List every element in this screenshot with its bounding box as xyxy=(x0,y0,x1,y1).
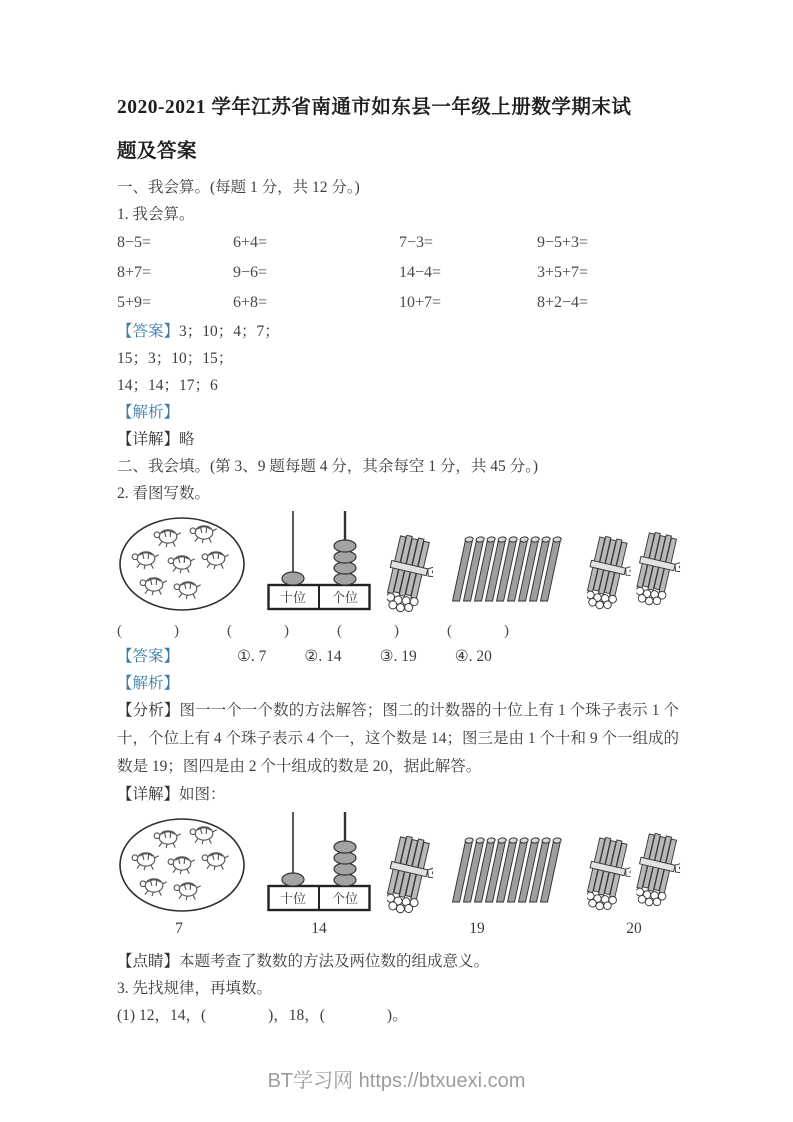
document-content xyxy=(117,86,679,1029)
answer-values: 3；10；4；7； xyxy=(179,323,280,340)
equation-cell: 14−4= xyxy=(399,264,442,281)
q2-analysis-tag: 【解析】 xyxy=(117,675,180,692)
sticks-19-figure xyxy=(381,533,562,617)
doc-title-line1: 2020-2021 学年江苏省南通市如东县一年级上册数学期末试 xyxy=(117,97,632,118)
equation-cell: 3+5+7= xyxy=(537,264,589,281)
figure-label: 19 xyxy=(469,920,485,937)
answer-tag: 【答案】 xyxy=(117,323,180,340)
q3-line1: (1) 12，14，( )，18，( )。 xyxy=(117,1007,408,1024)
paren-close: ) xyxy=(284,623,289,639)
answer-item: ③. 19 xyxy=(379,648,417,665)
equation-cell: 7−3= xyxy=(399,234,434,251)
answer-tag: 【答案】 xyxy=(117,648,180,665)
bundles-20-figure xyxy=(581,832,682,916)
q1-detail-line xyxy=(117,426,679,453)
q2-answer-figure xyxy=(117,812,682,918)
site-watermark: BT学习网 https://btxuexi.com xyxy=(267,1070,526,1092)
q2-dianjing-line xyxy=(117,948,679,975)
doc-title-line2: 题及答案 xyxy=(117,141,198,162)
q1-answer-line2: 15；3；10；15； xyxy=(117,350,234,367)
paren-close: ) xyxy=(174,623,179,639)
equation-cell: 9−5+3= xyxy=(537,234,589,251)
answer-item: ②. 14 xyxy=(304,648,342,665)
answer-blank xyxy=(117,619,179,643)
q2-label: 2. 看图写数。 xyxy=(117,485,211,502)
detail-tag: 【详解】 xyxy=(117,431,180,448)
q2-figure xyxy=(117,511,682,617)
paren-close: ) xyxy=(504,623,509,639)
q1-answer-line1 xyxy=(117,318,679,345)
dianjing-tag: 【点睛】 xyxy=(117,953,180,970)
answer-item: ①. 7 xyxy=(237,648,267,665)
q2-answer-figure-labels xyxy=(117,918,682,940)
equation-cell: 9−6= xyxy=(233,264,268,281)
figure-label: 20 xyxy=(626,920,642,937)
paren-open: ( xyxy=(227,623,232,639)
equation-cell: 6+4= xyxy=(233,234,268,251)
answer-blank xyxy=(447,619,509,643)
abacus-ones-label: 个位 xyxy=(331,891,359,906)
q2-detail-line xyxy=(117,781,679,808)
figure-label: 14 xyxy=(311,920,327,937)
detail-text: 如图： xyxy=(179,786,226,803)
turtle-oval-figure xyxy=(120,819,244,911)
q2-answer-line xyxy=(117,643,679,670)
answer-blank xyxy=(227,619,289,643)
detail-text: 略 xyxy=(179,431,195,448)
q1-label: 1. 我会算。 xyxy=(117,206,195,223)
q1-equation-grid xyxy=(117,228,679,318)
equation-cell: 6+8= xyxy=(233,294,268,311)
equation-cell: 8+2−4= xyxy=(537,294,589,311)
fenxi-text: 图一一个一个数的方法解答；图二的计数器的十位上有 1 个珠子表示 1 个十，个位上有 4 个珠子表示 4 个一，这个数是 14；图三是由 1 个十和 9 个一组成的数是 19；图四是由 2 个十组成的数是 20，据此解答。 xyxy=(117,702,679,775)
paren-open: ( xyxy=(447,623,452,639)
abacus-tens-label: 十位 xyxy=(279,891,307,906)
equation-cell: 10+7= xyxy=(399,294,442,311)
section2-heading: 二、我会填。(第 3、9 题每题 4 分，其余每空 1 分，共 45 分。) xyxy=(117,458,539,475)
q2-fenxi-paragraph xyxy=(117,697,679,781)
q2-answer-blanks-row xyxy=(117,619,509,643)
answer-blank xyxy=(337,619,399,643)
dianjing-text: 本题考查了数数的方法及两位数的组成意义。 xyxy=(179,953,490,970)
detail-tag: 【详解】 xyxy=(117,786,180,803)
section1-heading: 一、我会算。(每题 1 分，共 12 分。) xyxy=(117,179,360,196)
paren-open: ( xyxy=(117,623,122,639)
equation-cell: 8−5= xyxy=(117,234,152,251)
turtle-oval-figure xyxy=(120,518,244,610)
equation-cell: 8+7= xyxy=(117,264,152,281)
fenxi-tag: 【分析】 xyxy=(117,702,180,719)
abacus-tens-label: 十位 xyxy=(279,590,307,605)
abacus-ones-label: 个位 xyxy=(331,590,359,605)
sticks-19-figure xyxy=(381,834,562,918)
q3-label: 3. 先找规律，再填数。 xyxy=(117,980,273,997)
figure-label: 7 xyxy=(175,920,183,937)
paren-close: ) xyxy=(394,623,399,639)
paren-open: ( xyxy=(337,623,342,639)
equation-cell: 5+9= xyxy=(117,294,152,311)
q1-answer-line3: 14；14；17；6 xyxy=(117,377,218,394)
bundles-20-figure xyxy=(581,531,682,615)
q1-analysis-tag: 【解析】 xyxy=(117,404,180,421)
answer-item: ④. 20 xyxy=(454,648,492,665)
